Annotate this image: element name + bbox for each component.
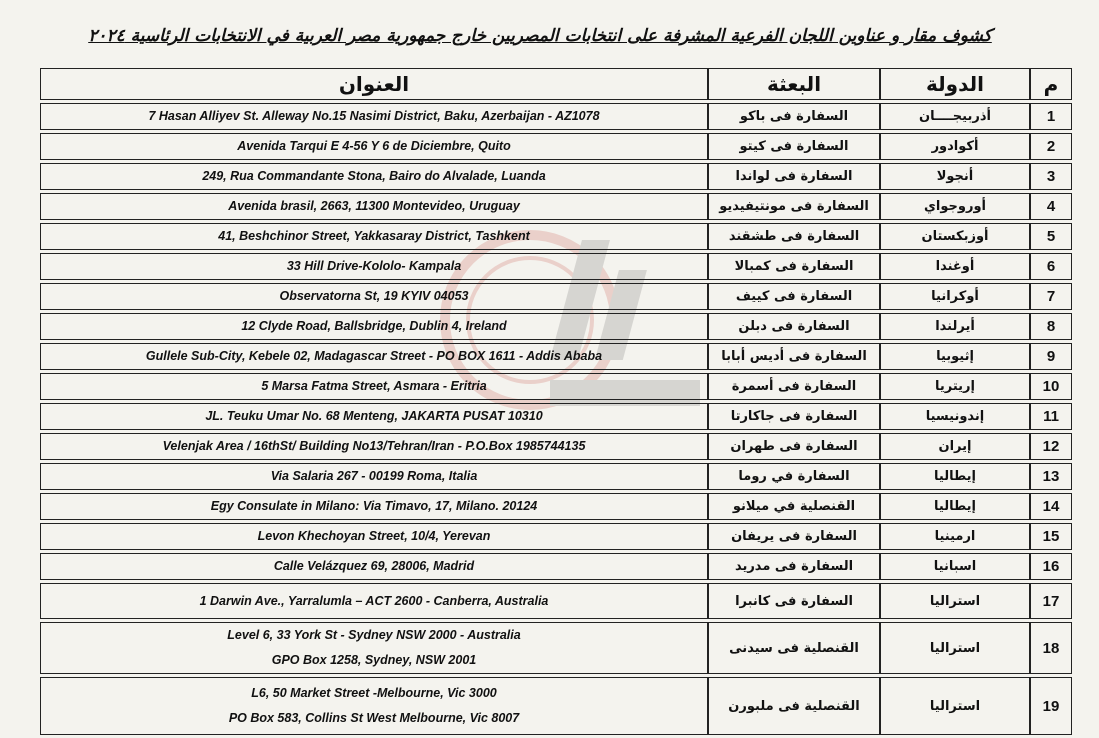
row-mission: القنصلية في ميلانو (708, 493, 880, 520)
row-address (40, 283, 708, 310)
table-row (40, 343, 1072, 370)
address-line: 249, Rua Commandante Stona, Bairo do Alvalade, Luanda (202, 169, 546, 183)
row-number: 12 (1030, 433, 1072, 460)
address-line: L6, 50 Market Street -Melbourne, Vic 3000 (251, 686, 497, 700)
address-line: 12 Clyde Road, Ballsbridge, Dublin 4, Ireland (241, 319, 507, 333)
table-row (40, 283, 1072, 310)
header-address: العنوان (40, 68, 708, 100)
row-mission: السفارة فى لواندا (708, 163, 880, 190)
row-country: أيرلندا (880, 313, 1030, 340)
row-mission: السفارة فى كيتو (708, 133, 880, 160)
row-country: أوروجواي (880, 193, 1030, 220)
table-row (40, 463, 1072, 490)
table-body (40, 103, 1072, 735)
row-country: أوزبكستان (880, 223, 1030, 250)
table-row (40, 223, 1072, 250)
row-number: 16 (1030, 553, 1072, 580)
address-line: JL. Teuku Umar No. 68 Menteng, JAKARTA PUSAT 10310 (205, 409, 543, 423)
table-row (40, 523, 1072, 550)
row-number: 18 (1030, 622, 1072, 674)
row-country: أنجولا (880, 163, 1030, 190)
row-number: 15 (1030, 523, 1072, 550)
header-country: الدولة (880, 68, 1030, 100)
row-address (40, 223, 708, 250)
row-mission: السفارة فى أسمرة (708, 373, 880, 400)
row-number: 9 (1030, 343, 1072, 370)
row-mission: السفارة فى طشقند (708, 223, 880, 250)
row-country: أذربيجــــان (880, 103, 1030, 130)
row-address (40, 523, 708, 550)
document-title: كشوف مقار و عناوين اللجان الفرعية المشرفة على انتخابات المصريين خارج جمهورية مصر العربية في الانتخابات الرئاسية ٢٠٢٤ (88, 26, 992, 46)
address-line: 41, Beshchinor Street, Yakkasaray District, Tashkent (218, 229, 530, 243)
row-mission: السفارة فى كانبرا (708, 583, 880, 619)
address-line: 33 Hill Drive-Kololo- Kampala (286, 259, 462, 273)
row-country: استراليا (880, 677, 1030, 735)
address-line: 1 Darwin Ave., Yarralumla – ACT 2600 - Canberra, Australia (199, 593, 549, 608)
row-mission: السفارة فى يريفان (708, 523, 880, 550)
row-country: أوغندا (880, 253, 1030, 280)
row-number: 13 (1030, 463, 1072, 490)
row-mission: السفارة فى مونتيفيديو (708, 193, 880, 220)
row-address (40, 253, 708, 280)
table-row (40, 373, 1072, 400)
row-country: إيطاليا (880, 463, 1030, 490)
table-row (40, 433, 1072, 460)
table-row (40, 677, 1072, 735)
missions-table (40, 65, 1072, 738)
address-line: Avenida Tarqui E 4-56 Y 6 de Diciembre, Quito (237, 139, 511, 153)
row-country: استراليا (880, 583, 1030, 619)
row-address (40, 553, 708, 580)
row-mission: القنصلية فى ملبورن (708, 677, 880, 735)
row-mission: السفارة فى مدريد (708, 553, 880, 580)
address-line: 7 Hasan Alliyev St. Alleway No.15 Nasimi District, Baku, Azerbaijan - AZ1078 (148, 109, 600, 123)
address-line: Level 6, 33 York St - Sydney NSW 2000 - Australia (227, 628, 521, 642)
row-mission: السفارة فى باكو (708, 103, 880, 130)
row-country: إندونيسيا (880, 403, 1030, 430)
address-line: Observatorna St, 19 KYIV 04053 (279, 289, 469, 303)
address-line: Velenjak Area / 16thSt/ Building No13/Tehran/Iran - P.O.Box 1985744135 (162, 439, 586, 453)
row-address (40, 163, 708, 190)
row-address (40, 583, 708, 619)
row-number: 8 (1030, 313, 1072, 340)
table-header-row (40, 68, 1072, 100)
row-number: 5 (1030, 223, 1072, 250)
row-country: ارمينيا (880, 523, 1030, 550)
row-country: أكوادور (880, 133, 1030, 160)
header-mission: البعثة (708, 68, 880, 100)
table-row (40, 493, 1072, 520)
row-number: 3 (1030, 163, 1072, 190)
row-mission: السفارة فى جاكارتا (708, 403, 880, 430)
address-line: Levon Khechoyan Street, 10/4, Yerevan (257, 529, 491, 543)
table-row (40, 403, 1072, 430)
row-address (40, 343, 708, 370)
row-number: 17 (1030, 583, 1072, 619)
address-line: PO Box 583, Collins St West Melbourne, Vic 8007 (228, 711, 520, 725)
row-address (40, 677, 708, 735)
address-line: GPO Box 1258, Sydney, NSW 2001 (271, 653, 477, 667)
table-row (40, 313, 1072, 340)
table-row (40, 103, 1072, 130)
row-address (40, 433, 708, 460)
row-mission: السفارة فى أديس أبابا (708, 343, 880, 370)
row-mission: القنصلية فى سيدنى (708, 622, 880, 674)
table-row (40, 253, 1072, 280)
row-country: إثيوبيا (880, 343, 1030, 370)
header-num: م (1030, 68, 1072, 100)
row-address (40, 103, 708, 130)
address-line: Calle Velázquez 69, 28006, Madrid (273, 559, 475, 573)
row-number: 6 (1030, 253, 1072, 280)
address-line: Egy Consulate in Milano: Via Timavo, 17, Milano. 20124 (210, 499, 538, 513)
row-number: 10 (1030, 373, 1072, 400)
row-country: اسبانيا (880, 553, 1030, 580)
row-address (40, 133, 708, 160)
row-mission: السفارة فى دبلن (708, 313, 880, 340)
row-mission: السفارة فى طهران (708, 433, 880, 460)
table-row (40, 553, 1072, 580)
row-country: إيطاليا (880, 493, 1030, 520)
row-address (40, 463, 708, 490)
table-row (40, 193, 1072, 220)
row-address (40, 403, 708, 430)
row-number: 14 (1030, 493, 1072, 520)
row-number: 19 (1030, 677, 1072, 735)
row-address (40, 193, 708, 220)
row-number: 2 (1030, 133, 1072, 160)
row-mission: السفارة فى كييف (708, 283, 880, 310)
address-line: Gullele Sub-City, Kebele 02, Madagascar Street - PO BOX 1611 - Addis Ababa (145, 349, 603, 363)
row-number: 1 (1030, 103, 1072, 130)
table-row (40, 163, 1072, 190)
row-address (40, 373, 708, 400)
row-country: إريتريا (880, 373, 1030, 400)
row-country: إيران (880, 433, 1030, 460)
row-country: استراليا (880, 622, 1030, 674)
row-number: 7 (1030, 283, 1072, 310)
address-line: Avenida brasil, 2663, 11300 Montevideo, Uruguay (228, 199, 520, 213)
row-mission: السفارة في روما (708, 463, 880, 490)
row-country: أوكرانيا (880, 283, 1030, 310)
table-row (40, 583, 1072, 619)
table-row (40, 622, 1072, 674)
table-row (40, 133, 1072, 160)
row-number: 4 (1030, 193, 1072, 220)
row-mission: السفارة فى كمبالا (708, 253, 880, 280)
row-address (40, 622, 708, 674)
address-line: Via Salaria 267 - 00199 Roma, Italia (270, 469, 478, 483)
row-number: 11 (1030, 403, 1072, 430)
row-address (40, 493, 708, 520)
row-address (40, 313, 708, 340)
address-line: 5 Marsa Fatma Street, Asmara - Eritria (261, 379, 487, 393)
